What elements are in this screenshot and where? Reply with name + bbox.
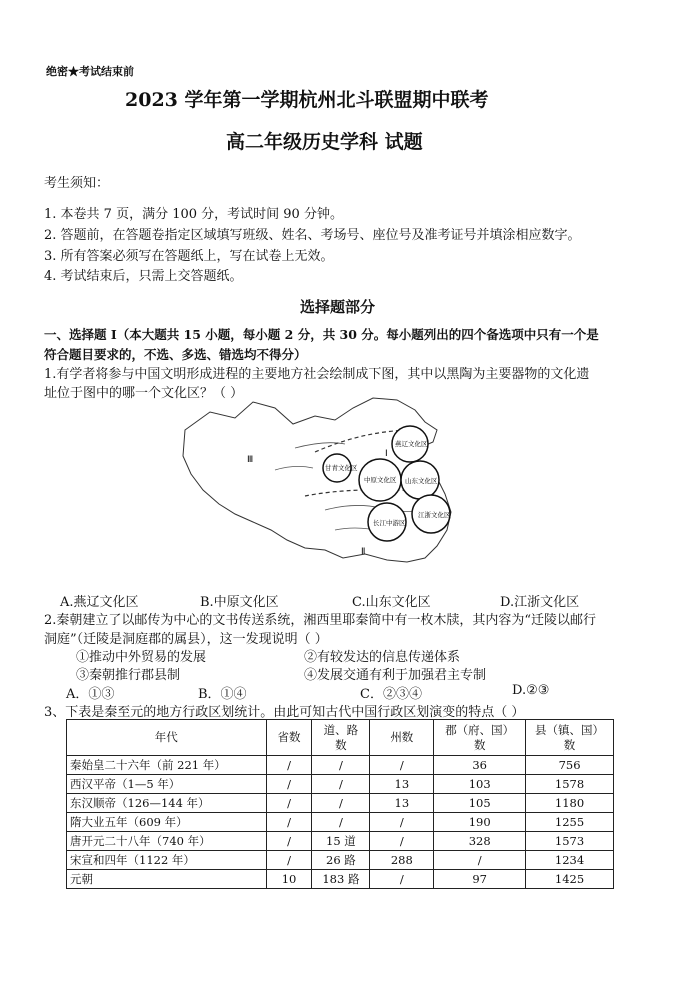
table-row: 秦始皇二十六年（前 221 年） / / / 36 756 bbox=[67, 756, 614, 775]
map-label-gansu: 甘青文化区 bbox=[325, 464, 358, 472]
table-row: 西汉平帝（1—5 年） / / 13 103 1578 bbox=[67, 775, 614, 794]
table-row: 宋宣和四年（1122 年） / 26 路 288 / 1234 bbox=[67, 851, 614, 870]
table-row: 隋大业五年（609 年） / / / 190 1255 bbox=[67, 813, 614, 832]
notice-item: 1. 本卷共 7 页，满分 100 分，考试时间 90 分钟。 bbox=[44, 207, 343, 222]
table-row: 东汉顺帝（126—144 年） / / 13 105 1180 bbox=[67, 794, 614, 813]
q2-statement: ③秦朝推行郡县制 bbox=[76, 668, 181, 683]
q1-option-d[interactable]: D.江浙文化区 bbox=[500, 595, 580, 610]
table-row: 唐开元二十八年（740 年） / 15 道 / 328 1573 bbox=[67, 832, 614, 851]
q2-option-a[interactable]: A．①③ bbox=[66, 687, 115, 702]
q2-option-b[interactable]: B．①④ bbox=[198, 687, 247, 702]
q2-option-c[interactable]: C．②③④ bbox=[360, 687, 422, 702]
page-subtitle: 高二年级历史学科 试题 bbox=[226, 131, 423, 153]
notice-item: 2. 答题前，在答题卷指定区域填写班级、姓名、考场号、座位号及准考证号并填涂相应数字。 bbox=[44, 228, 581, 243]
header-counties: 县（镇、国） 数 bbox=[526, 720, 614, 756]
header-era: 年代 bbox=[67, 720, 267, 756]
q2-statement: ④发展交通有利于加强君主专制 bbox=[304, 668, 487, 683]
q2-option-d[interactable]: D.②③ bbox=[512, 683, 550, 698]
question-1-stem: 址位于图中的哪一个文化区？（ ） bbox=[44, 386, 244, 401]
table-row: 元朝 10 183 路 / 97 1425 bbox=[67, 870, 614, 889]
q1-option-a[interactable]: A.燕辽文化区 bbox=[60, 595, 139, 610]
section-title: 选择题部分 bbox=[300, 298, 376, 316]
culture-region-map bbox=[175, 390, 475, 580]
map-label-region-III: Ⅲ bbox=[247, 455, 254, 465]
question-2-stem: 洞庭”（迁陵是洞庭郡的属县），这一发现说明（ ） bbox=[44, 632, 328, 647]
question-2-stem: 2.秦朝建立了以邮传为中心的文书传送系统，湘西里耶秦简中有一枚木牍，其内容为“迁陵以邮行 bbox=[44, 613, 597, 628]
header-prefectures: 州数 bbox=[370, 720, 434, 756]
header-provinces: 省数 bbox=[266, 720, 312, 756]
part-instructions: 一、选择题 Ⅰ（本大题共 15 小题，每小题 2 分，共 30 分。每小题列出的四个备选项中只有一个是 bbox=[44, 327, 599, 342]
map-label-zhongyuan: 中原文化区 bbox=[364, 476, 397, 484]
map-label-region-I: Ⅰ bbox=[385, 449, 388, 459]
q1-option-c[interactable]: C.山东文化区 bbox=[352, 595, 431, 610]
question-3-stem: 3、下表是秦至元的地方行政区划统计。由此可知古代中国行政区划演变的特点（ ） bbox=[44, 705, 525, 720]
notice-item: 3. 所有答案必须写在答题纸上，写在试卷上无效。 bbox=[44, 249, 334, 264]
header-circuits: 道、路 数 bbox=[312, 720, 370, 756]
q2-statement: ②有较发达的信息传递体系 bbox=[304, 650, 461, 665]
part-instructions: 符合题目要求的，不选、多选、错选均不得分） bbox=[44, 347, 307, 362]
notice-heading: 考生须知： bbox=[44, 176, 110, 191]
secret-label: 绝密★考试结束前 bbox=[46, 65, 134, 78]
map-label-changjiang: 长江中游区 bbox=[373, 519, 406, 527]
map-label-region-II: Ⅱ bbox=[361, 547, 366, 557]
notice-item: 4. 考试结束后，只需上交答题纸。 bbox=[44, 269, 243, 284]
q2-statement: ①推动中外贸易的发展 bbox=[76, 650, 207, 665]
map-label-shandong: 山东文化区 bbox=[405, 477, 438, 485]
q1-option-b[interactable]: B.中原文化区 bbox=[200, 595, 279, 610]
question-1-stem: 1.有学者将参与中国文明形成进程的主要地方社会绘制成下图，其中以黑陶为主要器物的文化遗 bbox=[44, 367, 590, 382]
table-header-row bbox=[67, 720, 614, 756]
map-label-jiangzhe: 江浙文化区 bbox=[418, 511, 451, 519]
admin-division-table bbox=[66, 719, 614, 889]
header-commanderies: 郡（府、国） 数 bbox=[434, 720, 526, 756]
map-label-yanliao: 燕辽文化区 bbox=[395, 440, 428, 448]
page-title: 2023 学年第一学期杭州北斗联盟期中联考 bbox=[125, 89, 489, 111]
